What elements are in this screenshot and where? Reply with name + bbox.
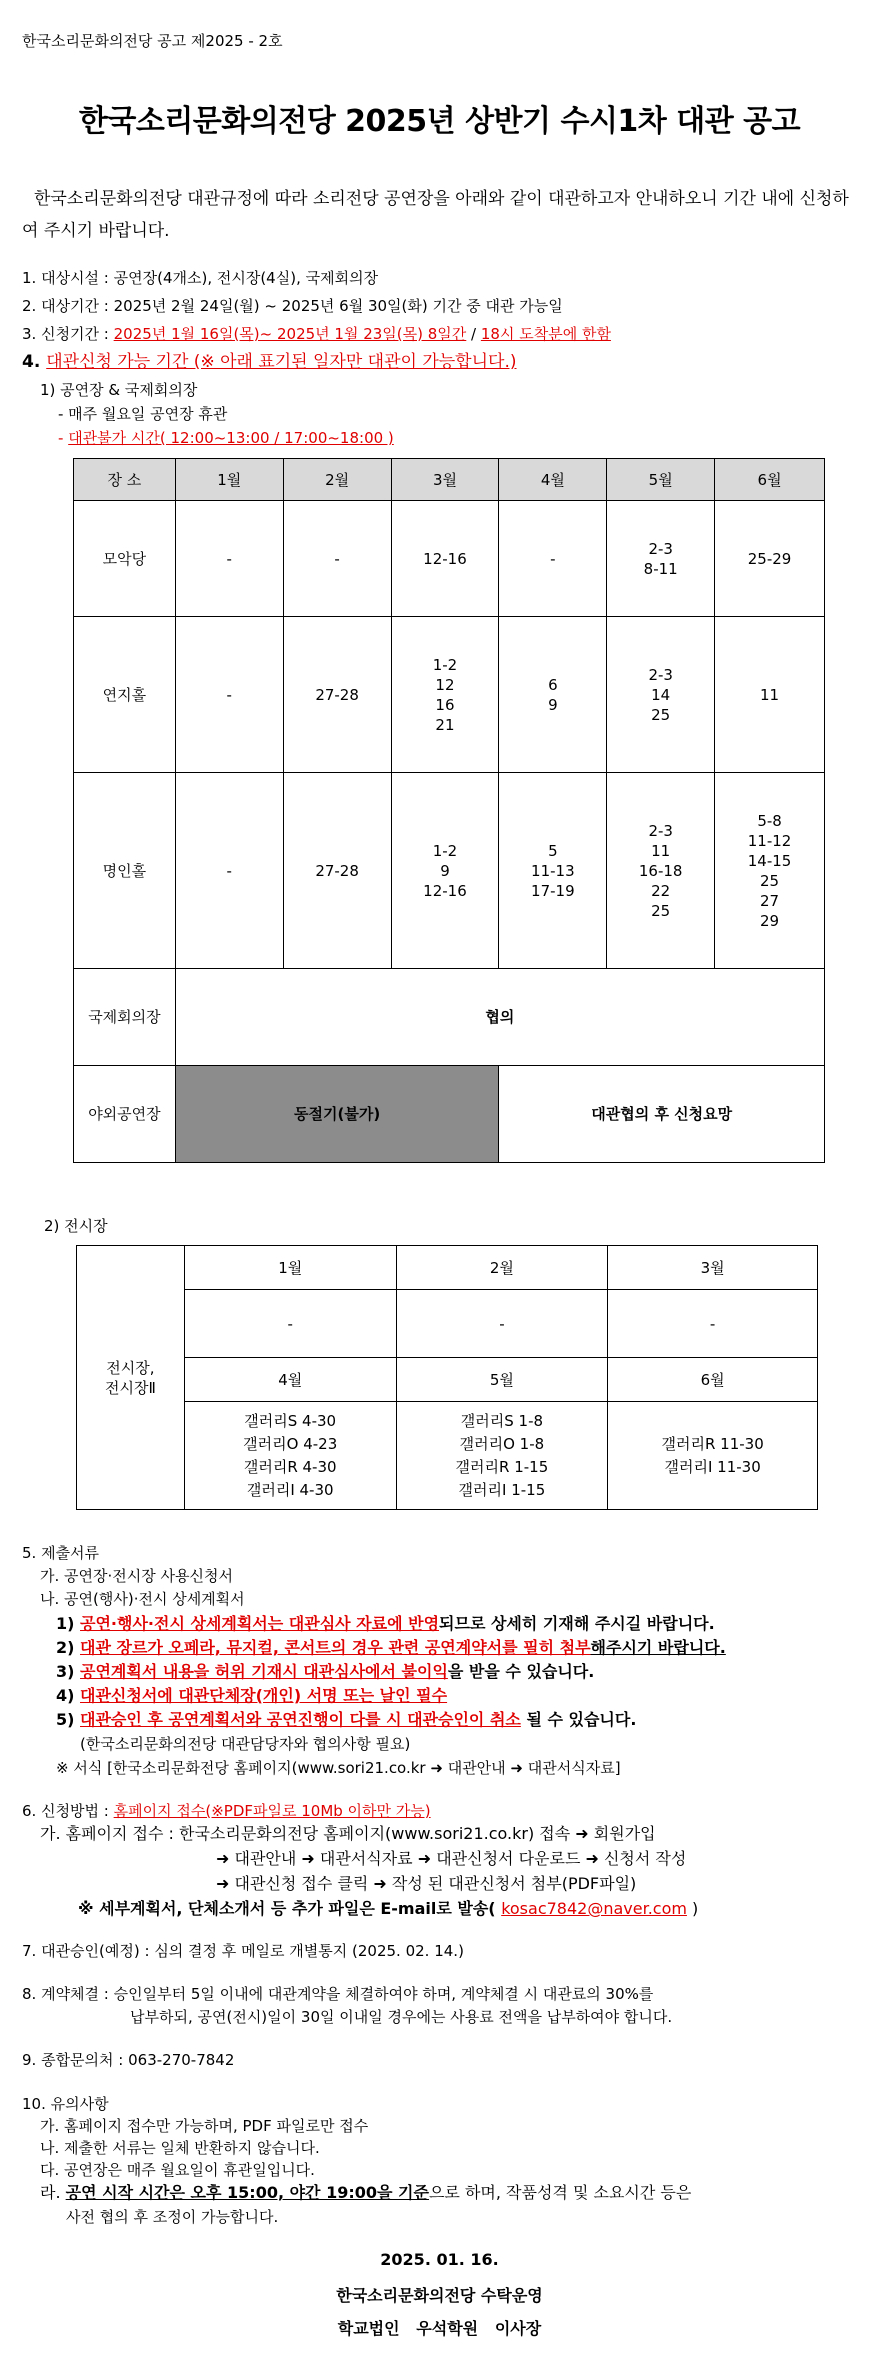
hall-name: 연지홀 bbox=[74, 617, 176, 773]
hall-cell: - bbox=[175, 501, 283, 617]
inquiry-line: 9. 종합문의처 : 063-270-7842 bbox=[22, 2051, 235, 2069]
footer-signer: 학교법인 우석학원 이사장 bbox=[337, 2319, 542, 2338]
hall-cell: 5 11-13 17-19 bbox=[499, 773, 607, 969]
notes-b: 나. 제출한 서류는 일체 반환하지 않습니다. bbox=[40, 2139, 320, 2157]
apply-deadline: 18시 도착분에 한함 bbox=[480, 325, 611, 343]
gallery-month: 3월 bbox=[608, 1246, 818, 1290]
documents-note-5-detail: (한국소리문화의전당 대관담당자와 협의사항 필요) bbox=[80, 1735, 411, 1753]
halls-header-row bbox=[74, 459, 825, 501]
hall-cell: 1-2 12 16 21 bbox=[391, 617, 499, 773]
hall-cell: - bbox=[175, 617, 283, 773]
contract-line-2: 납부하되, 공연(전시)일이 30일 이내일 경우에는 사용료 전액을 납부하여야 합니다. bbox=[130, 2008, 673, 2026]
table-row bbox=[74, 617, 825, 773]
contract-line-1: 8. 계약체결 : 승인일부터 5일 이내에 대관계약을 체결하여야 하며, 계약체결 시 대관료의 30%를 bbox=[22, 1985, 654, 2003]
footer-org: 한국소리문화의전당 수탁운영 bbox=[336, 2286, 543, 2305]
hall-cell: - bbox=[175, 773, 283, 969]
hall-cell: 11 bbox=[715, 617, 825, 773]
available-line bbox=[22, 350, 857, 374]
header-may: 5월 bbox=[607, 459, 715, 501]
gallery-cell: - bbox=[184, 1290, 396, 1358]
table-row bbox=[74, 773, 825, 969]
documents-note-4: 4) 대관신청서에 대관단체장(개인) 서명 또는 날인 필수 bbox=[56, 1686, 448, 1705]
hall-cell: 5-8 11-12 14-15 25 27 29 bbox=[715, 773, 825, 969]
apply-prefix: 3. 신청기간 : bbox=[22, 325, 114, 343]
header-mar: 3월 bbox=[391, 459, 499, 501]
table-row bbox=[77, 1290, 818, 1358]
hall-cell: 6 9 bbox=[499, 617, 607, 773]
hall-cell: - bbox=[283, 501, 391, 617]
gallery-month: 1월 bbox=[184, 1246, 396, 1290]
hall-cell: 2-3 8-11 bbox=[607, 501, 715, 617]
apply-period: 2025년 1월 16일(목)~ 2025년 1월 23일(목) 8일간 bbox=[113, 325, 467, 343]
method-heading: 6. 신청방법 : 홈페이지 접수(※PDF파일로 10Mb 이하만 가능) bbox=[22, 1802, 431, 1820]
notes-heading: 10. 유의사항 bbox=[22, 2095, 109, 2113]
table-row bbox=[77, 1402, 818, 1510]
table-row bbox=[74, 501, 825, 617]
documents-note-1: 1) 공연·행사·전시 상세계획서는 대관심사 자료에 반영되므로 상세히 기재해 주시길 바랍니다. bbox=[56, 1614, 715, 1633]
header-feb: 2월 bbox=[283, 459, 391, 501]
documents-note-2: 2) 대관 장르가 오페라, 뮤지컬, 콘서트의 경우 관련 공연계약서를 필히 첨부해주시기 바랍니다. bbox=[56, 1638, 726, 1657]
gallery-table bbox=[76, 1245, 818, 1510]
halls-note-closed: - 매주 월요일 공연장 휴관 bbox=[58, 405, 228, 423]
facility-line: 1. 대상시설 : 공연장(4개소), 전시장(4실), 국제회의장 bbox=[22, 269, 379, 287]
gallery-months-row bbox=[77, 1358, 818, 1402]
header-place: 장 소 bbox=[74, 459, 176, 501]
table-row bbox=[74, 1066, 825, 1163]
gallery-row-label: 전시장, 전시장Ⅱ bbox=[77, 1246, 185, 1510]
notes-d-line-2: 사전 협의 후 조정이 가능합니다. bbox=[66, 2208, 279, 2226]
gallery-month: 4월 bbox=[184, 1358, 396, 1402]
header-jan: 1월 bbox=[175, 459, 283, 501]
notes-a: 가. 홈페이지 접수만 가능하며, PDF 파일로만 접수 bbox=[40, 2117, 369, 2135]
available-period: 대관신청 가능 기간 (※ 아래 표기된 일자만 대관이 가능합니다.) bbox=[46, 352, 517, 372]
notes-d: 라. 공연 시작 시간은 오후 15:00, 야간 19:00을 기준으로 하며, 작품성격 및 소요시간 등은 bbox=[40, 2183, 692, 2202]
gallery-heading: 2) 전시장 bbox=[44, 1217, 108, 1235]
hall-cell: 12-16 bbox=[391, 501, 499, 617]
gallery-cell: 갤러리R 11-30 갤러리I 11-30 bbox=[608, 1402, 818, 1510]
hall-cell: 27-28 bbox=[283, 773, 391, 969]
period-line: 2. 대상기간 : 2025년 2월 24일(월) ~ 2025년 6월 30일(화) 기간 중 대관 가능일 bbox=[22, 297, 563, 315]
documents-b: 나. 공연(행사)·전시 상세계획서 bbox=[40, 1590, 245, 1608]
gallery-month: 5월 bbox=[396, 1358, 608, 1402]
halls-heading: 1) 공연장 & 국제회의장 bbox=[40, 381, 198, 399]
gallery-month: 2월 bbox=[396, 1246, 608, 1290]
documents-note-3: 3) 공연계획서 내용을 허위 기재시 대관심사에서 불이익을 받을 수 있습니다. bbox=[56, 1662, 595, 1681]
halls-note-unavailable: - 대관불가 시간( 12:00~13:00 / 17:00~18:00 ) bbox=[58, 429, 394, 447]
hall-name: 모악당 bbox=[74, 501, 176, 617]
outdoor-winter: 동절기(불가) bbox=[175, 1066, 499, 1163]
hall-name: 국제회의장 bbox=[74, 969, 176, 1066]
intro-text: 한국소리문화의전당 대관규정에 따라 소리전당 공연장을 아래와 같이 대관하고자 안내하오니 기간 내에 신청하여 주시기 바랍니다. bbox=[22, 189, 849, 241]
hall-cell: 25-29 bbox=[715, 501, 825, 617]
contact-email-link[interactable]: kosac7842@naver.com bbox=[501, 1899, 687, 1918]
halls-table bbox=[73, 458, 825, 1163]
approval-line: 7. 대관승인(예정) : 심의 결정 후 메일로 개별통지 (2025. 02. 14.) bbox=[22, 1942, 464, 1960]
hall-cell: - bbox=[499, 501, 607, 617]
apply-line bbox=[22, 322, 857, 346]
hall-cell: 2-3 11 16-18 22 25 bbox=[607, 773, 715, 969]
hall-cell: 2-3 14 25 bbox=[607, 617, 715, 773]
gallery-month: 6월 bbox=[608, 1358, 818, 1402]
documents-a: 가. 공연장·전시장 사용신청서 bbox=[40, 1567, 233, 1585]
notice-number: 한국소리문화의전당 공고 제2025 - 2호 bbox=[22, 32, 283, 50]
gallery-cell: 갤러리S 4-30 갤러리O 4-23 갤러리R 4-30 갤러리I 4-30 bbox=[184, 1402, 396, 1510]
page-title: 한국소리문화의전당 2025년 상반기 수시1차 대관 공고 bbox=[78, 104, 801, 139]
gallery-months-row bbox=[77, 1246, 818, 1290]
hall-name: 야외공연장 bbox=[74, 1066, 176, 1163]
documents-form-note: ※ 서식 [한국소리문화전당 홈페이지(www.sori21.co.kr ➜ 대관안내 ➜ 대관서식자료] bbox=[56, 1759, 621, 1777]
footer-date: 2025. 01. 16. bbox=[380, 2250, 499, 2269]
documents-heading: 5. 제출서류 bbox=[22, 1544, 100, 1562]
hall-name: 명인홀 bbox=[74, 773, 176, 969]
documents-note-5: 5) 대관승인 후 공연계획서와 공연진행이 다를 시 대관승인이 취소 될 수 있습니다. bbox=[56, 1710, 637, 1729]
table-row bbox=[74, 969, 825, 1066]
method-line-2: ➜ 대관안내 ➜ 대관서식자료 ➜ 대관신청서 다운로드 ➜ 신청서 작성 bbox=[216, 1849, 687, 1868]
gallery-cell: 갤러리S 1-8 갤러리O 1-8 갤러리R 1-15 갤러리I 1-15 bbox=[396, 1402, 608, 1510]
outdoor-other: 대관협의 후 신청요망 bbox=[499, 1066, 825, 1163]
hall-cell: 1-2 9 12-16 bbox=[391, 773, 499, 969]
conference-value: 협의 bbox=[175, 969, 824, 1066]
method-line-4: ※ 세부계획서, 단체소개서 등 추가 파일은 E-mail로 발송( kosac7842@naver.com ) bbox=[78, 1899, 699, 1918]
header-apr: 4월 bbox=[499, 459, 607, 501]
header-jun: 6월 bbox=[715, 459, 825, 501]
method-line-1: 가. 홈페이지 접수 : 한국소리문화의전당 홈페이지(www.sori21.co.kr) 접속 ➜ 회원가입 bbox=[40, 1824, 656, 1843]
method-line-3: ➜ 대관신청 접수 클릭 ➜ 작성 된 대관신청서 첨부(PDF파일) bbox=[216, 1874, 637, 1893]
notes-c: 다. 공연장은 매주 월요일이 휴관일입니다. bbox=[40, 2161, 315, 2179]
apply-separator: / bbox=[466, 325, 481, 343]
available-prefix: 4. bbox=[22, 352, 47, 372]
gallery-cell: - bbox=[396, 1290, 608, 1358]
hall-cell: 27-28 bbox=[283, 617, 391, 773]
gallery-cell: - bbox=[608, 1290, 818, 1358]
